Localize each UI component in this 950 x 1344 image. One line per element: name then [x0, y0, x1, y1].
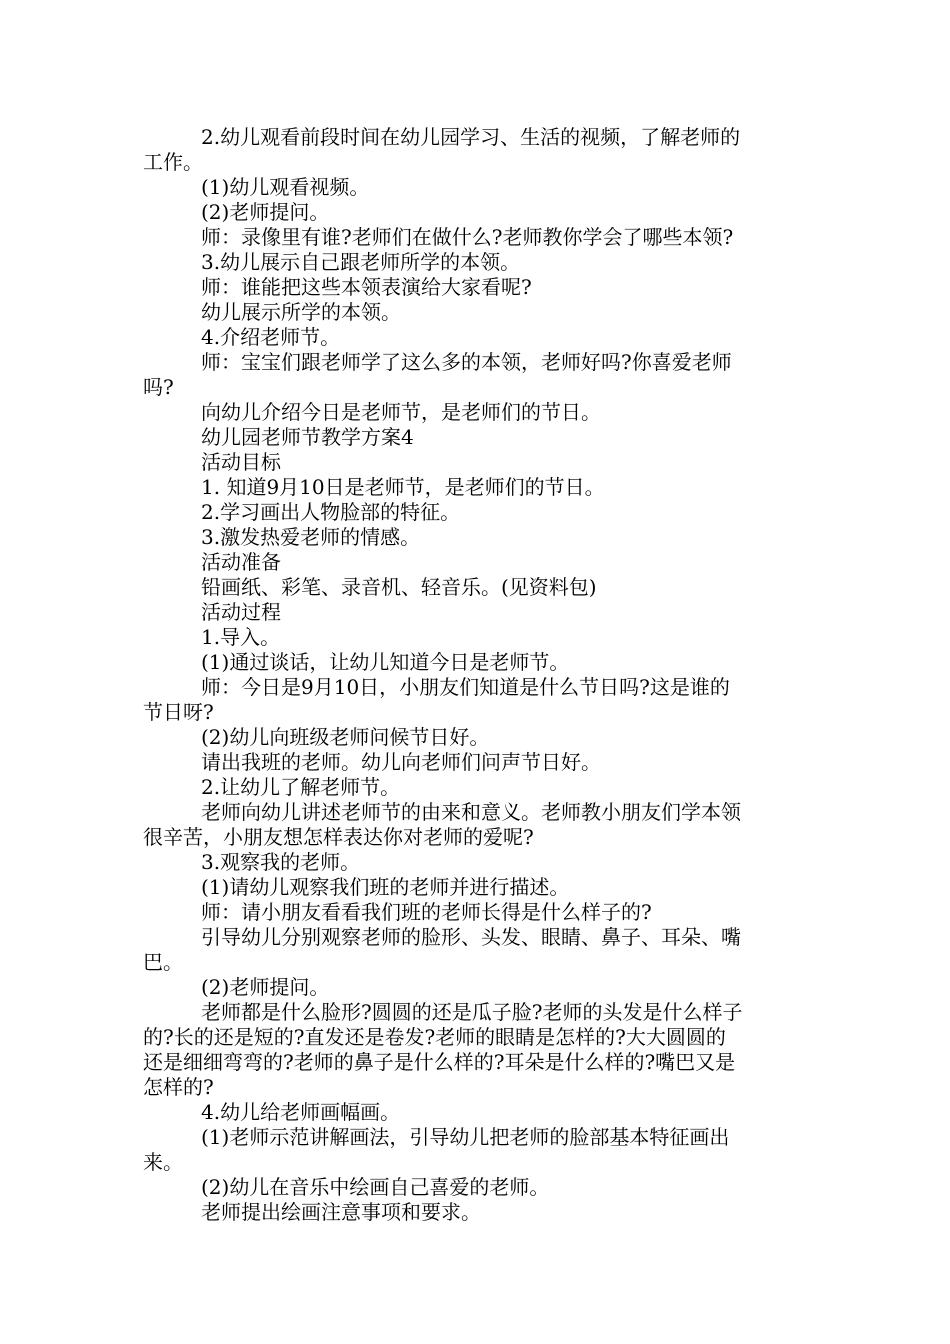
text-line: 师：宝宝们跟老师学了这么多的本领，老师好吗?你喜爱老师 [201, 350, 732, 374]
text-line: 4.介绍老师节。 [201, 325, 341, 349]
text-line: 老师都是什么脸形?圆圆的还是瓜子脸?老师的头发是什么样子 [201, 1000, 743, 1024]
section-heading: 活动过程 [201, 600, 281, 624]
text-line: 来。 [143, 1150, 183, 1174]
text-line: (1)幼儿观看视频。 [201, 175, 370, 199]
text-line: (2)幼儿向班级老师问候节日好。 [201, 725, 490, 749]
text-line: 怎样的? [143, 1075, 214, 1099]
text-line: 1.导入。 [201, 625, 281, 649]
text-line: (1)请幼儿观察我们班的老师并进行描述。 [201, 875, 570, 899]
text-line: 请出我班的老师。幼儿向老师们问声节日好。 [201, 750, 601, 774]
text-line: 1. 知道9月10日是老师节，是老师们的节日。 [201, 475, 605, 499]
text-line: (1)老师示范讲解画法，引导幼儿把老师的脸部基本特征画出 [201, 1125, 730, 1149]
text-line: 3.幼儿展示自己跟老师所学的本领。 [201, 250, 521, 274]
text-line: 很辛苦，小朋友想怎样表达你对老师的爱呢? [143, 825, 534, 849]
text-line: 巴。 [143, 950, 183, 974]
text-line: (1)通过谈话，让幼儿知道今日是老师节。 [201, 650, 570, 674]
text-line: 的?长的还是短的?直发还是卷发?老师的眼睛是怎样的?大大圆圆的 [143, 1025, 726, 1049]
text-line: 工作。 [143, 150, 203, 174]
text-line: (2)幼儿在音乐中绘画自己喜爱的老师。 [201, 1175, 550, 1199]
text-line: 老师向幼儿讲述老师节的由来和意义。老师教小朋友们学本领 [201, 800, 741, 824]
text-line: 吗? [143, 375, 174, 399]
text-line: 3.激发热爱老师的情感。 [201, 525, 421, 549]
text-line: 幼儿展示所学的本领。 [201, 300, 401, 324]
text-line: 铅画纸、彩笔、录音机、轻音乐。(见资料包) [201, 575, 597, 599]
text-line: (2)老师提问。 [201, 975, 330, 999]
text-line: 师：请小朋友看看我们班的老师长得是什么样子的? [201, 900, 652, 924]
text-line: 节日呀? [143, 700, 214, 724]
text-line: 2.幼儿观看前段时间在幼儿园学习、生活的视频，了解老师的 [201, 125, 741, 149]
text-line: 师：谁能把这些本领表演给大家看呢? [201, 275, 532, 299]
text-line: 师：今日是9月10日，小朋友们知道是什么节日吗?这是谁的 [201, 675, 730, 699]
text-line: 老师提出绘画注意事项和要求。 [201, 1200, 481, 1224]
text-line: 向幼儿介绍今日是老师节，是老师们的节日。 [201, 400, 601, 424]
section-heading: 活动目标 [201, 450, 281, 474]
text-line: 4.幼儿给老师画幅画。 [201, 1100, 401, 1124]
text-line: (2)老师提问。 [201, 200, 330, 224]
text-line: 2.学习画出人物脸部的特征。 [201, 500, 461, 524]
section-title: 幼儿园老师节教学方案4 [201, 425, 414, 449]
text-line: 3.观察我的老师。 [201, 850, 361, 874]
section-heading: 活动准备 [201, 550, 281, 574]
text-line: 2.让幼儿了解老师节。 [201, 775, 401, 799]
text-line: 师：录像里有谁?老师们在做什么?老师教你学会了哪些本领? [201, 225, 734, 249]
text-line: 还是细细弯弯的?老师的鼻子是什么样的?耳朵是什么样的?嘴巴又是 [143, 1050, 736, 1074]
text-line: 引导幼儿分别观察老师的脸形、头发、眼睛、鼻子、耳朵、嘴 [201, 925, 741, 949]
